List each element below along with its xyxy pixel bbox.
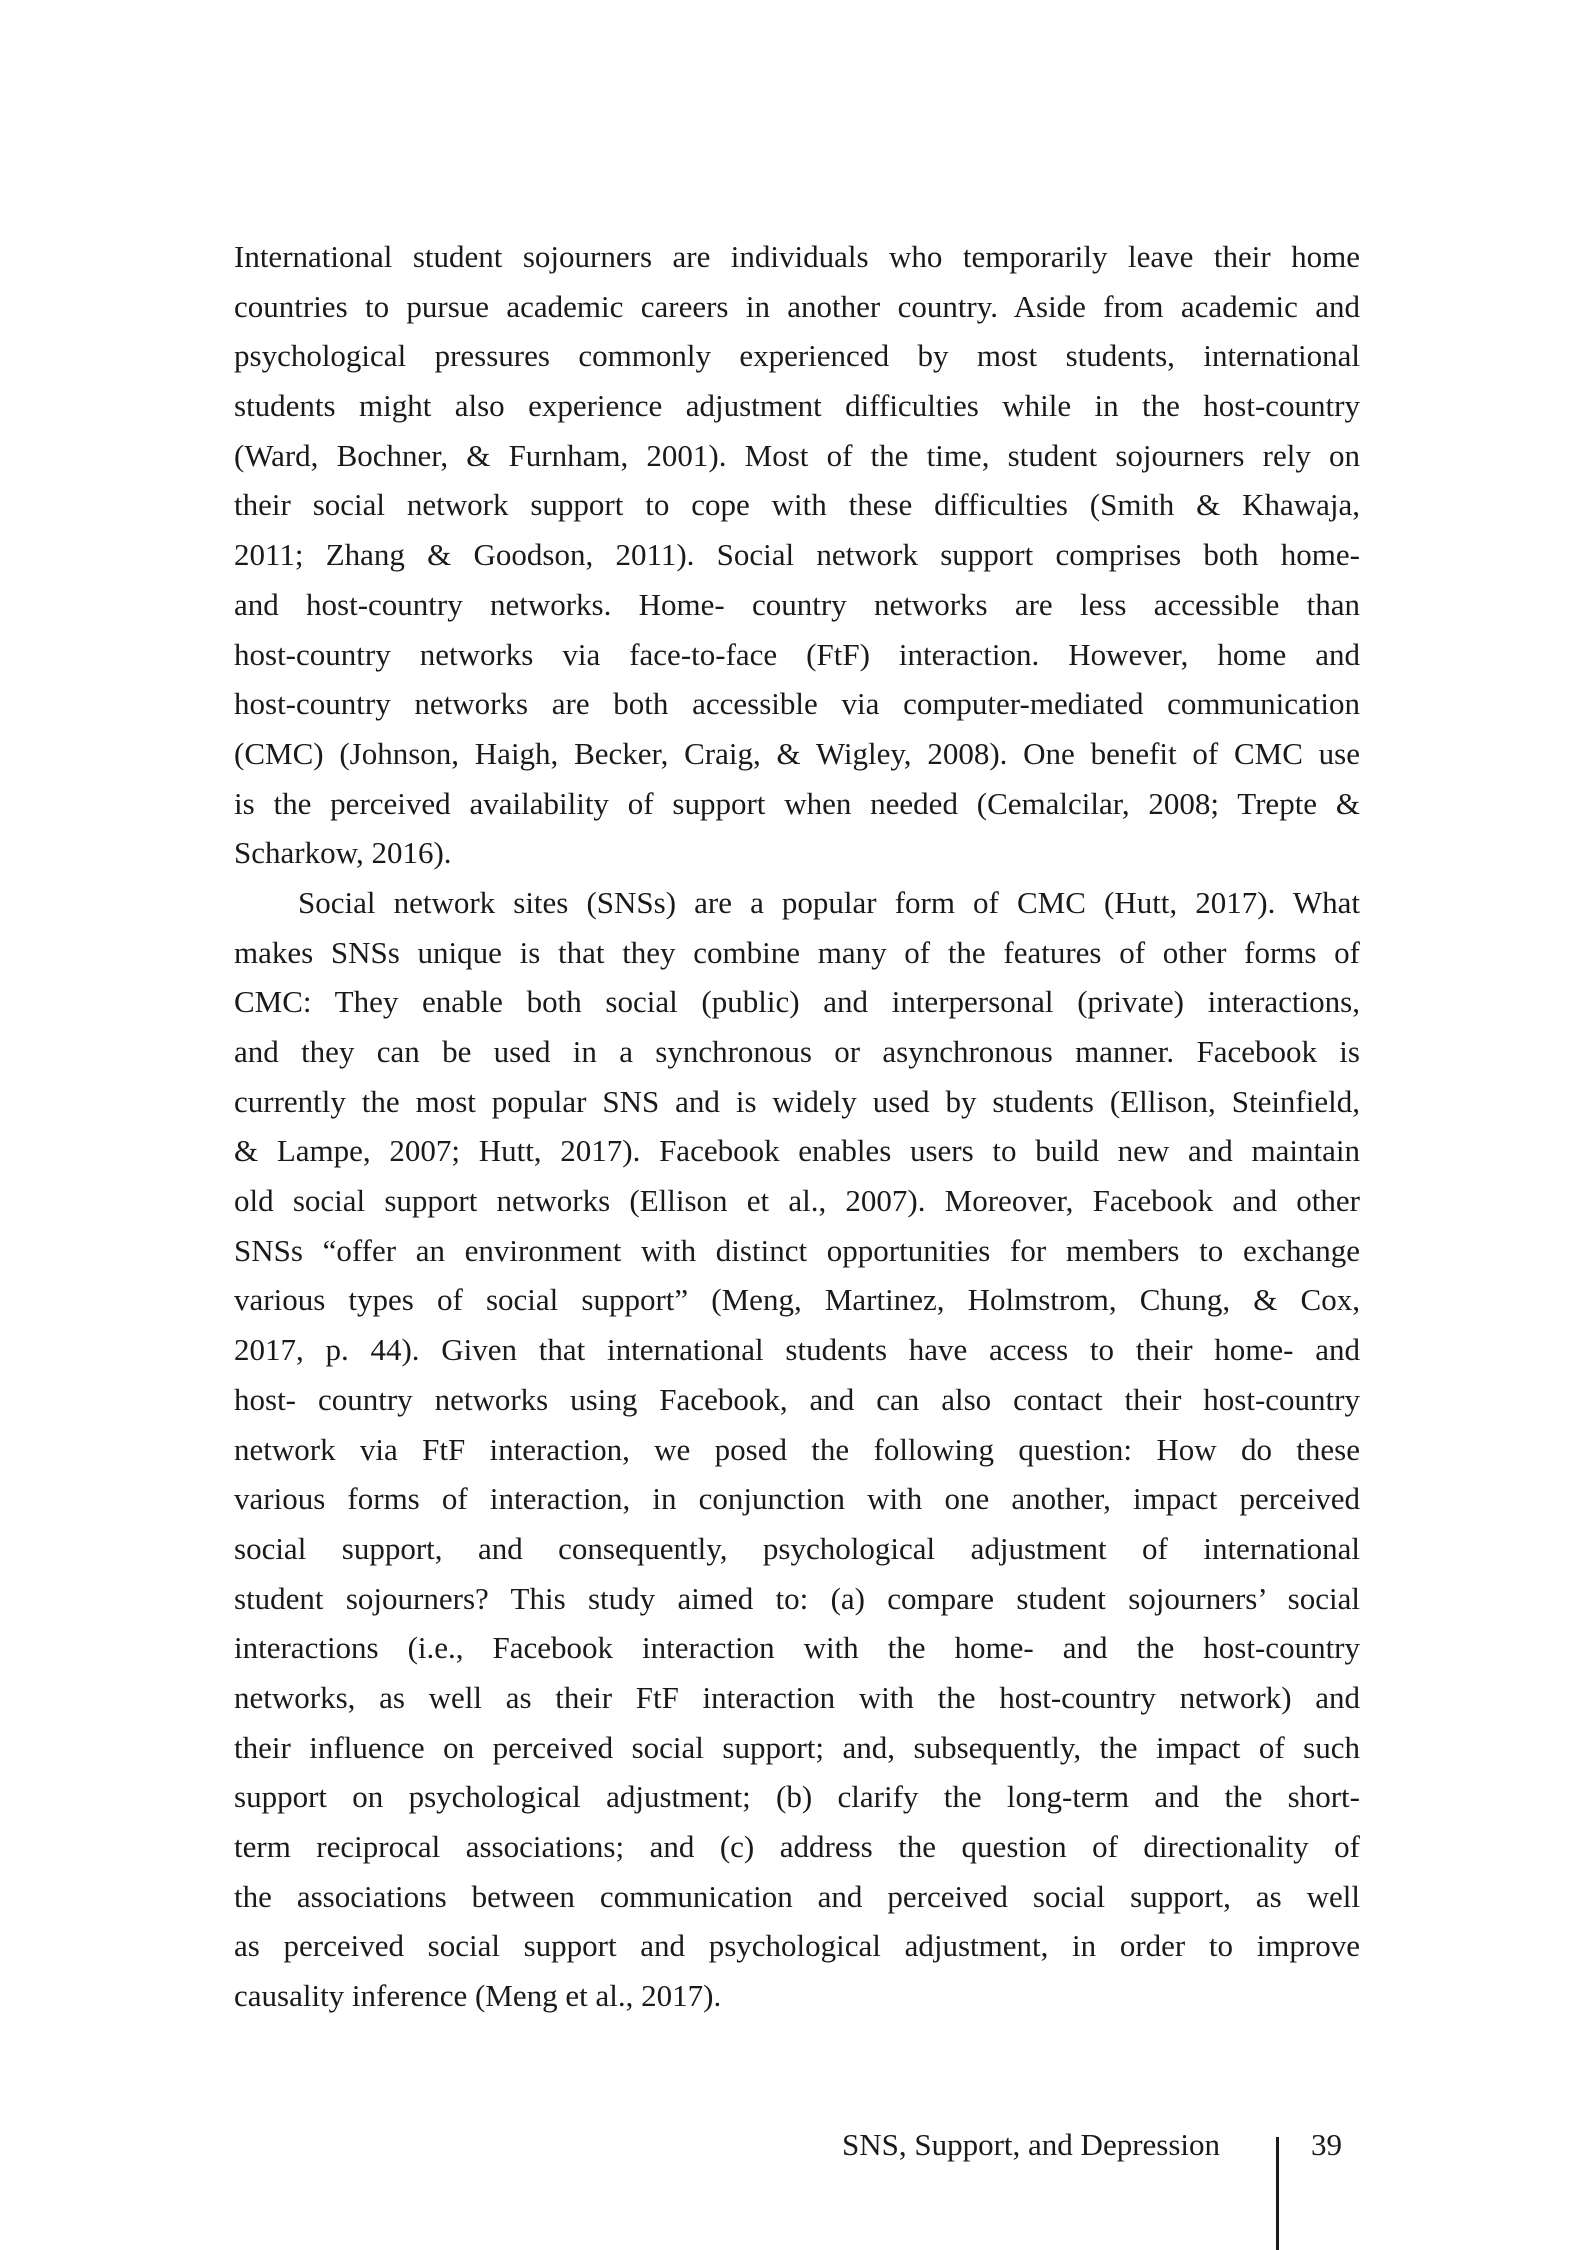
text-line: network via FtF interaction, we posed the following question: How do these — [234, 1431, 1360, 1467]
text-line: psychological pressures commonly experienced by most students, international — [234, 338, 1360, 374]
paragraph — [234, 232, 1360, 878]
text-line: old social support networks (Ellison et al., 2007). Moreover, Facebook and other — [234, 1183, 1360, 1219]
text-line: Scharkow, 2016). — [234, 835, 452, 871]
text-line: support on psychological adjustment; (b) clarify the long-term and the short- — [234, 1779, 1360, 1815]
text-line: term reciprocal associations; and (c) address the question of directionality of — [234, 1829, 1360, 1864]
text-line: various forms of interaction, in conjunction with one another, impact perceived — [234, 1481, 1360, 1517]
text-line: and host-country networks. Home- country networks are less accessible than — [234, 586, 1360, 622]
text-line: currently the most popular SNS and is widely used by students (Ellison, Steinfield, — [234, 1083, 1360, 1119]
text-line: as perceived social support and psychological adjustment, in order to improve — [234, 1928, 1360, 1964]
text-line: International student sojourners are individuals who temporarily leave their home — [234, 239, 1360, 274]
text-line: 2011; Zhang & Goodson, 2011). Social network support comprises both home- — [234, 537, 1360, 573]
text-line: interactions (i.e., Facebook interaction with the home- and the host-country — [234, 1630, 1360, 1666]
text-line: (Ward, Bochner, & Furnham, 2001). Most of the time, student sojourners rely on — [234, 437, 1360, 473]
text-line: host-country networks via face-to-face (FtF) interaction. However, home and — [234, 636, 1360, 672]
text-line: networks, as well as their FtF interaction with the host-country network) and — [234, 1679, 1360, 1715]
running-footer-title: SNS, Support, and Depression — [842, 2127, 1221, 2162]
text-line: (CMC) (Johnson, Haigh, Becker, Craig, & Wigley, 2008). One benefit of CMC use — [234, 735, 1360, 771]
text-line: and they can be used in a synchronous or asynchronous manner. Facebook is — [234, 1034, 1360, 1069]
text-line: SNSs “offer an environment with distinct opportunities for members to exchange — [234, 1232, 1360, 1268]
paragraph — [234, 878, 1360, 2021]
text-line: causality inference (Meng et al., 2017). — [234, 1978, 722, 2014]
text-line: their social network support to cope with these difficulties (Smith & Khawaja, — [234, 487, 1360, 523]
text-line: countries to pursue academic careers in another country. Aside from academic and — [234, 288, 1360, 324]
text-line: makes SNSs unique is that they combine many of the features of other forms of — [234, 934, 1360, 970]
text-line: is the perceived availability of support when needed (Cemalcilar, 2008; Trepte & — [234, 785, 1360, 821]
text-line: & Lampe, 2007; Hutt, 2017). Facebook enables users to build new and maintain — [234, 1133, 1360, 1169]
footer-divider — [1276, 2137, 1279, 2250]
text-line: 2017, p. 44). Given that international students have access to their home- and — [234, 1332, 1360, 1368]
text-line: Social network sites (SNSs) are a popular form of CMC (Hutt, 2017). What — [298, 884, 1360, 920]
text-line: student sojourners? This study aimed to: (a) compare student sojourners’ social — [234, 1580, 1360, 1616]
text-line: CMC: They enable both social (public) and interpersonal (private) interactions, — [234, 984, 1360, 1020]
text-line: their influence on perceived social support; and, subsequently, the impact of such — [234, 1729, 1360, 1765]
text-line: students might also experience adjustment difficulties while in the host-country — [234, 388, 1360, 424]
text-line: various types of social support” (Meng, Martinez, Holmstrom, Chung, & Cox, — [234, 1282, 1360, 1318]
text-line: the associations between communication and perceived social support, as well — [234, 1878, 1360, 1914]
text-line: social support, and consequently, psychological adjustment of international — [234, 1530, 1360, 1566]
page-number: 39 — [1311, 2127, 1342, 2162]
body-text — [234, 232, 1360, 2021]
text-line: host- country networks using Facebook, and can also contact their host-country — [234, 1381, 1360, 1417]
text-line: host-country networks are both accessible via computer-mediated communication — [234, 686, 1360, 722]
